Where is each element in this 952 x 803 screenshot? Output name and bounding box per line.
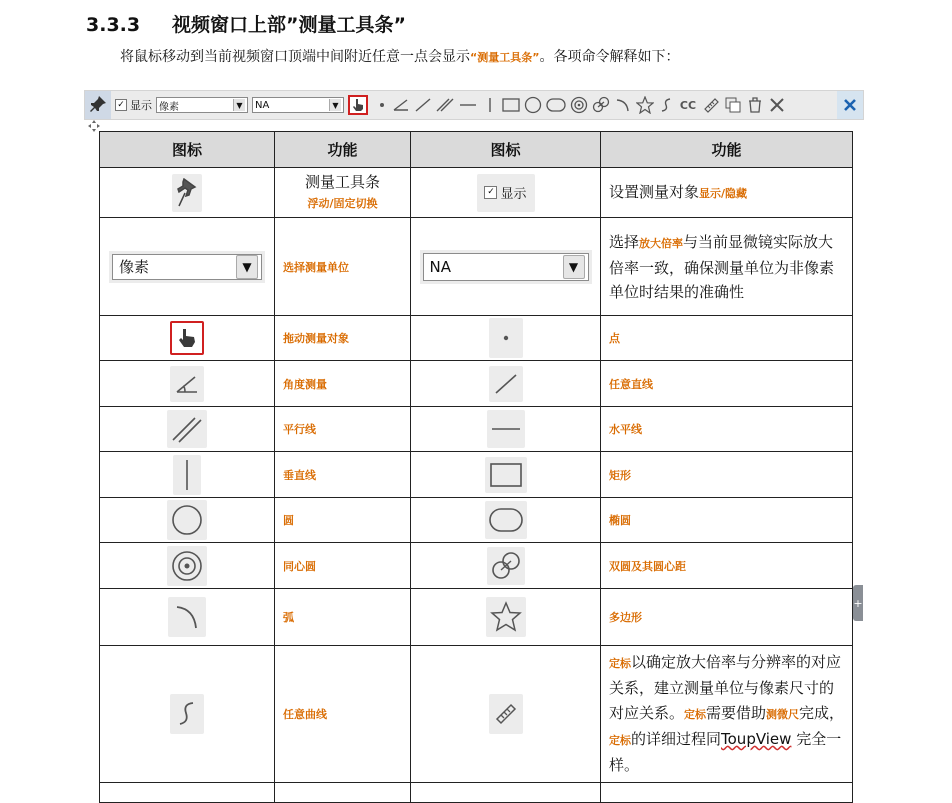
side-expand-tab[interactable] [853, 585, 863, 621]
header-function: 功能 [601, 132, 853, 168]
table-row [100, 407, 853, 452]
function-highlight: 拖动测量对象 [283, 332, 349, 345]
function-highlight: 放大倍率 [639, 236, 684, 250]
concentric-icon [167, 546, 207, 586]
plus-icon: + [853, 596, 863, 610]
rect-icon[interactable] [500, 98, 522, 112]
function-highlight: 圆 [283, 514, 294, 527]
table-row [100, 783, 853, 803]
table-row [100, 361, 853, 407]
arc-icon [168, 597, 206, 637]
polygon-icon [486, 597, 526, 637]
function-highlight: 浮动/固定切换 [307, 196, 378, 210]
function-text: 设置测量对象 [609, 182, 700, 201]
intro-text-end: 。各项命令解释如下： [539, 49, 680, 65]
checkbox-check-icon: ✓ [484, 186, 497, 199]
hline-icon [487, 410, 525, 448]
line-icon [489, 366, 523, 402]
function-highlight: 测微尺 [766, 708, 800, 721]
table-row [100, 218, 853, 316]
magnification-select-icon [423, 253, 589, 281]
function-highlight: 弧 [283, 611, 294, 624]
checkbox-check-icon: ✓ [115, 99, 127, 111]
function-highlight: 角度测量 [283, 377, 327, 391]
point-icon [489, 318, 523, 358]
function-highlight: 多边形 [609, 611, 642, 624]
two-circle-icon[interactable] [590, 96, 612, 114]
table-row [100, 316, 853, 361]
table-row [100, 589, 853, 646]
hand-icon [170, 321, 204, 355]
chevron-down-icon: ▼ [233, 99, 245, 111]
vline-icon[interactable] [480, 97, 500, 113]
intro-paragraph [120, 46, 679, 66]
function-highlight: 垂直线 [283, 468, 316, 482]
polygon-icon[interactable] [634, 96, 656, 114]
chevron-down-icon: ▼ [563, 255, 585, 279]
unit-select-icon [112, 254, 262, 280]
function-highlight: 定标 [684, 708, 707, 721]
magnification-select-value: NA [429, 257, 451, 276]
concentric-icon[interactable] [568, 96, 590, 114]
circle-icon [167, 500, 207, 540]
pin-icon [172, 174, 202, 212]
delete-icon[interactable] [744, 96, 766, 114]
function-highlight: 双圆及其圆心距 [609, 559, 686, 573]
function-highlight: 点 [609, 332, 620, 345]
line-icon[interactable] [412, 97, 434, 113]
hline-icon[interactable] [456, 103, 480, 107]
function-highlight: 任意曲线 [283, 708, 327, 721]
vline-icon [173, 455, 201, 495]
header-icon: 图标 [411, 132, 601, 168]
table-header-row [100, 132, 853, 168]
function-text: 测量工具条 [304, 172, 380, 191]
unit-select-value: 像素 [119, 258, 150, 276]
command-table [99, 131, 853, 803]
function-text: 与当前显微镜实际放大倍率一致，确保测量单位为非像素单位时结果的准确性 [609, 232, 835, 301]
curve-icon[interactable] [656, 97, 676, 113]
curve-icon [170, 694, 204, 734]
function-highlight: 定标 [609, 734, 631, 747]
rect-icon [485, 457, 527, 493]
product-name: ToupView [721, 730, 792, 748]
function-text: 选择 [609, 232, 640, 251]
calibrate-icon[interactable] [700, 96, 722, 114]
ellipse-icon [485, 501, 527, 539]
show-label: 显示 [500, 187, 527, 202]
clear-icon[interactable] [766, 97, 788, 113]
close-icon[interactable] [837, 91, 863, 119]
function-highlight: 平行线 [283, 423, 316, 436]
arc-icon[interactable] [612, 97, 634, 113]
circle-icon[interactable] [522, 96, 544, 114]
function-highlight: 定标 [609, 657, 631, 670]
chevron-down-icon: ▼ [329, 99, 341, 111]
table-row [100, 168, 853, 218]
unit-select-value: 像素 [159, 101, 179, 113]
calibrate-icon [489, 694, 523, 734]
magnification-select-value: NA [255, 99, 270, 111]
chevron-down-icon: ▼ [236, 255, 258, 279]
show-checkbox[interactable] [115, 97, 152, 113]
function-text: 完成， [799, 704, 845, 722]
function-text: 需要借助 [706, 704, 767, 722]
two-circle-icon [487, 547, 525, 585]
header-icon: 图标 [100, 132, 275, 168]
function-highlight: 水平线 [609, 423, 642, 436]
pin-icon[interactable] [85, 91, 111, 119]
function-highlight: 显示/隐藏 [699, 186, 748, 200]
function-text: 的详细过程同 [631, 730, 722, 748]
table-row [100, 498, 853, 543]
section-number: 3.3.3 [86, 14, 141, 36]
table-row [100, 452, 853, 498]
hand-icon[interactable] [348, 95, 368, 115]
ellipse-icon[interactable] [544, 98, 568, 112]
function-text: 以确定放大倍率与分辨率的对应关系，建立测量单位与像素尺寸的对应关系。 [609, 653, 842, 722]
header-function: 功能 [275, 132, 411, 168]
unit-select[interactable] [156, 97, 248, 113]
measurement-toolbar [84, 90, 864, 120]
function-text: 完全一样。 [609, 730, 842, 774]
function-highlight: 椭圆 [609, 514, 631, 527]
intro-text: 将鼠标移动到当前视频窗口顶端中间附近任意一点会显示 [120, 49, 470, 65]
parallel-icon [167, 410, 207, 448]
function-highlight: 矩形 [609, 468, 631, 482]
intro-highlight: “测量工具条” [470, 51, 540, 64]
parallel-icon[interactable] [434, 97, 456, 113]
table-row [100, 646, 853, 783]
angle-icon [170, 366, 204, 402]
angle-icon[interactable] [390, 98, 412, 112]
cc-icon[interactable]: CC [679, 98, 697, 112]
section-title: 视频窗口上部”测量工具条” [172, 14, 406, 36]
show-label: 显示 [130, 99, 152, 112]
section-heading [86, 10, 406, 37]
point-icon[interactable] [374, 102, 390, 108]
function-highlight: 任意直线 [609, 377, 653, 391]
table-row [100, 543, 853, 589]
export-icon[interactable] [722, 96, 744, 114]
function-highlight: 选择测量单位 [283, 260, 349, 274]
function-highlight: 同心圆 [283, 559, 316, 573]
show-checkbox-icon [477, 174, 535, 212]
magnification-select[interactable] [252, 97, 344, 113]
